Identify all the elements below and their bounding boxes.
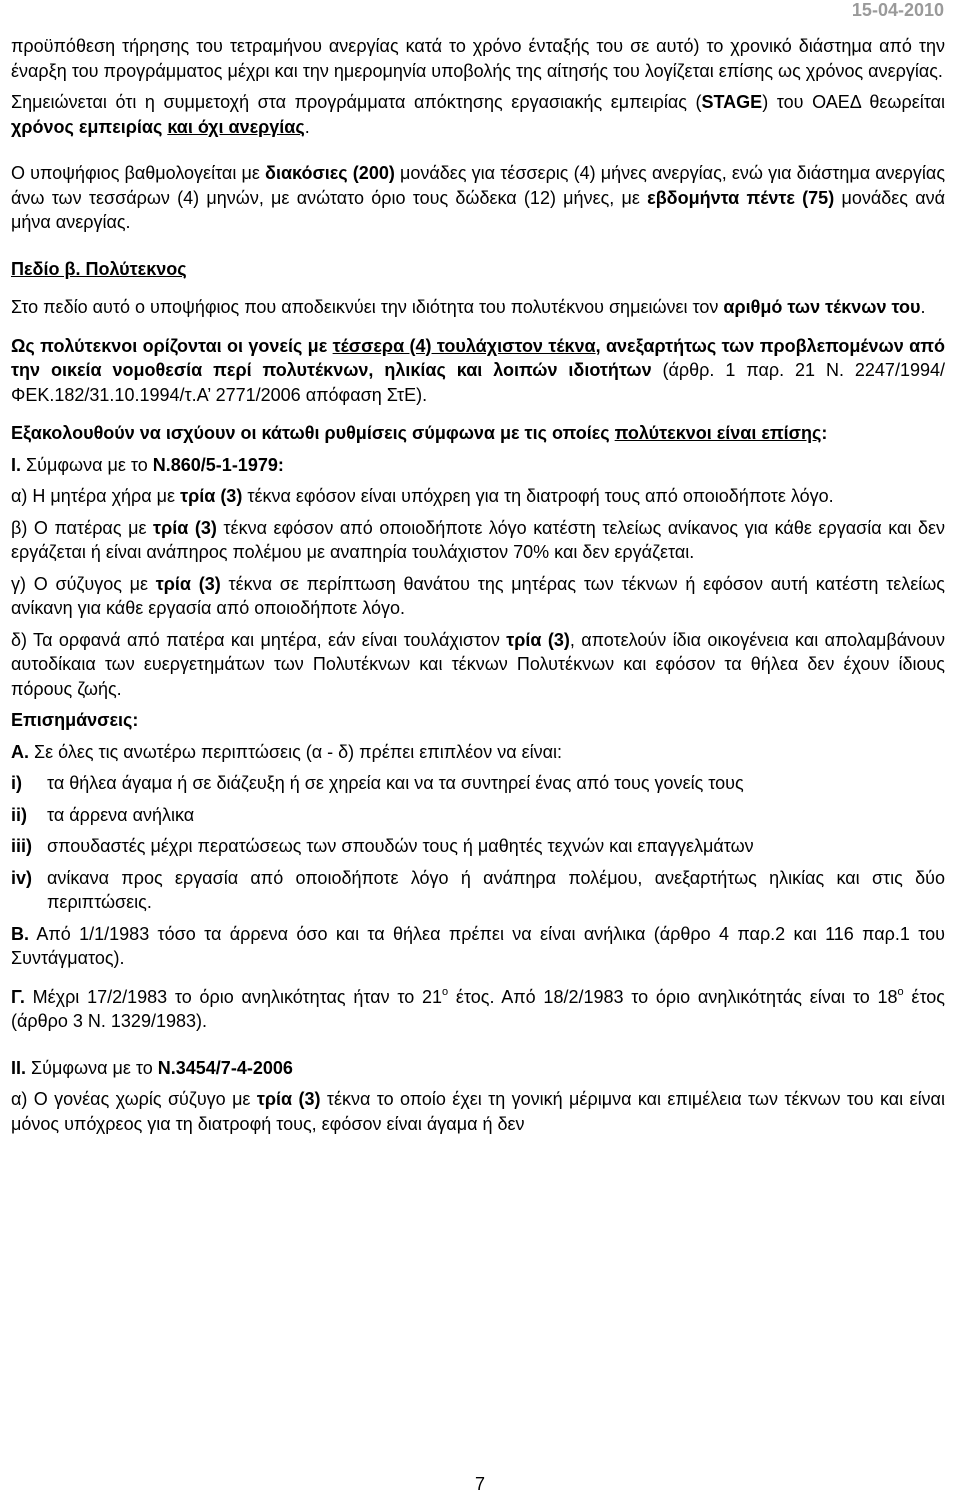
list-item-label: i): [11, 773, 22, 793]
list-item-text: τα άρρενα ανήλικα: [47, 804, 195, 825]
list-item: [11, 866, 945, 915]
list-item-label: iii): [11, 836, 32, 856]
list-item: [11, 803, 945, 828]
list-item-text: ανίκανα προς εργασία από οποιοδήποτε λόγο ή ανάπηρα πολέμου, ανεξαρτήτως ηλικίας και στις δύο περιπτώσεις.: [47, 867, 945, 912]
page-date: 15-04-2010: [851, 0, 944, 20]
paragraph-continuing-rules: Εξακολουθούν να ισχύουν οι κάτωθι ρυθμίσεις σύμφωνα με τις οποίες πολύτεκνοι είναι επίσης:: [11, 423, 828, 443]
case-alpha: α) Η μητέρα χήρα με τρία (3) τέκνα εφόσον είναι υπόχρεη για τη διατροφή τους από οποιοδήποτε λόγο.: [11, 486, 834, 506]
case-delta: δ) Τα ορφανά από πατέρα και μητέρα, εάν είναι τουλάχιστον τρία (3), αποτελούν ίδια οικογένεια και απολαμβάνουν αυτοδίκαια των ευεργετημάτων των Πολυτέκνων και τέκνων Πολυτέκνων και εφόσον τα θήλεα δεν έχουν ίδιους πόρους ζωής.: [11, 629, 945, 699]
note-b: Β. Από 1/1/1983 τόσο τα άρρενα όσο και τα θήλεα πρέπει να είναι ανήλικα (άρθρο 4 παρ.2 και 116 παρ.1 του Συντάγματος).: [11, 923, 945, 968]
paragraph-stage-note: Σημειώνεται ότι η συμμετοχή στα προγράμματα απόκτησης εργασιακής εμπειρίας (STAGE) του ΟΑΕΔ θεωρείται χρόνος εμπειρίας και όχι ανεργίας.: [11, 92, 945, 137]
case-alpha-law-3454: α) Ο γονέας χωρίς σύζυγο με τρία (3) τέκνα το οποίο έχει τη γονική μέριμνα και επιμέλεια των τέκνων του και είναι μόνος υπόχρεος για τη διατροφή τους, εφόσον είναι άγαμα ή δεν: [11, 1089, 945, 1134]
law-heading-860: Ι. Σύμφωνα με το Ν.860/5-1-1979:: [11, 454, 284, 475]
list-item-text: σπουδαστές μέχρι περατώσεως των σπουδών τους ή μαθητές τεχνών και επαγγελμάτων: [47, 836, 754, 856]
case-gamma: γ) Ο σύζυγος με τρία (3) τέκνα σε περίπτωση θανάτου της μητέρας των τέκνων ή εφόσον αυτή κατέστη τελείως ανίκανη για κάθε εργασία από οποιοδήποτε λόγο.: [11, 573, 945, 618]
paragraph-definition: Ως πολύτεκνοι ορίζονται οι γονείς με τέσσερα (4) τουλάχιστον τέκνα, ανεξαρτήτως των προβλεπομένων από την οικεία νομοθεσία περί πολυτέκνων, ηλικίας και λοιπών ιδιοτήτων (άρθρ. 1 παρ. 21 Ν. 2247/1994/ΦΕΚ.182/31.10.1994/τ.Α’ 2771/2006 απόφαση ΣτΕ).: [11, 335, 945, 405]
page-number: 7: [474, 1474, 485, 1494]
list-item-label: ii): [11, 804, 27, 825]
list-item-text: τα θήλεα άγαμα ή σε διάζευξη ή σε χηρεία και να τα συντηρεί ένας από τους γονείς τους: [47, 773, 744, 793]
paragraph-unemployment-period: προϋπόθεση τήρησης του τετραμήνου ανεργίας κατά το χρόνο ένταξής του σε αυτό) το χρονικό διάστημα από την έναρξη του προγράμματος μέχρι και την ημερομηνία υποβολής της αίτησής του λογίζεται επίσης ως χρόνος ανεργίας.: [11, 36, 945, 81]
list-item: [11, 771, 945, 796]
note-a: Α. Σε όλες τις ανωτέρω περιπτώσεις (α - δ) πρέπει επιπλέον να είναι:: [11, 741, 563, 762]
notes-heading: Επισημάνσεις:: [11, 710, 139, 730]
section-heading-field-b: Πεδίο β. Πολύτεκνος: [11, 258, 187, 279]
list-item: [11, 834, 945, 859]
paragraph-field-b-description: Στο πεδίο αυτό ο υποψήφιος που αποδεικνύει την ιδιότητα του πολυτέκνου σημειώνει τον αριθμό των τέκνων του.: [11, 297, 926, 317]
case-beta: β) Ο πατέρας με τρία (3) τέκνα εφόσον από οποιοδήποτε λόγο κατέστη τελείως ανίκανος για κάθε εργασία και δεν εργάζεται ή είναι ανάπηρος πολέμου με αναπηρία τουλάχιστον 70% και δεν εργάζεται.: [11, 517, 945, 562]
law-heading-3454: ΙΙ. Σύμφωνα με το Ν.3454/7-4-2006: [11, 1057, 293, 1078]
paragraph-scoring: Ο υποψήφιος βαθμολογείται με διακόσιες (200) μονάδες για τέσσερις (4) μήνες ανεργίας, ενώ για διάστημα ανεργίας άνω των τεσσάρων (4) μηνών, με ανώτατο όριο τους δώδεκα (12) μήνες, με εβδομήντα πέντε (75) μονάδες ανά μήνα ανεργίας.: [11, 163, 946, 232]
document-body: [11, 34, 945, 1136]
note-c: Γ. Μέχρι 17/2/1983 το όριο ανηλικότητας ήταν το $21^o$ έτος. Από 18/2/1983 το όριο ανηλικότητάς είναι το $18^o$ έτος (άρθρο 3 Ν. 1329/1983).: [11, 985, 945, 1031]
list-item-label: iv): [11, 867, 33, 888]
